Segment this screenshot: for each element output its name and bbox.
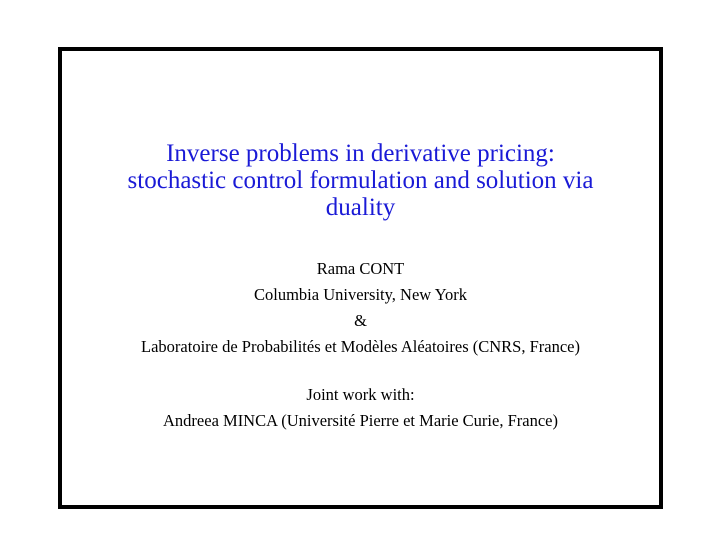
second-affiliation: Laboratoire de Probabilités et Modèles Aléatoires (CNRS, France): [141, 337, 580, 356]
author-affiliation: Columbia University, New York: [254, 285, 467, 304]
title-line-3: duality: [325, 194, 396, 221]
joint-work-label: Joint work with:: [306, 385, 415, 404]
title-line-1: Inverse problems in derivative pricing:: [166, 140, 555, 167]
title-line-2: stochastic control formulation and solution via: [127, 167, 594, 194]
author-name: Rama CONT: [316, 259, 405, 278]
ampersand: &: [354, 311, 367, 330]
spacer: [62, 360, 659, 382]
coauthor: Andreea MINCA (Université Pierre et Marie Curie, France): [163, 411, 558, 430]
author-block: [62, 256, 659, 434]
slide-title: [62, 140, 659, 221]
slide-frame: [58, 47, 663, 509]
